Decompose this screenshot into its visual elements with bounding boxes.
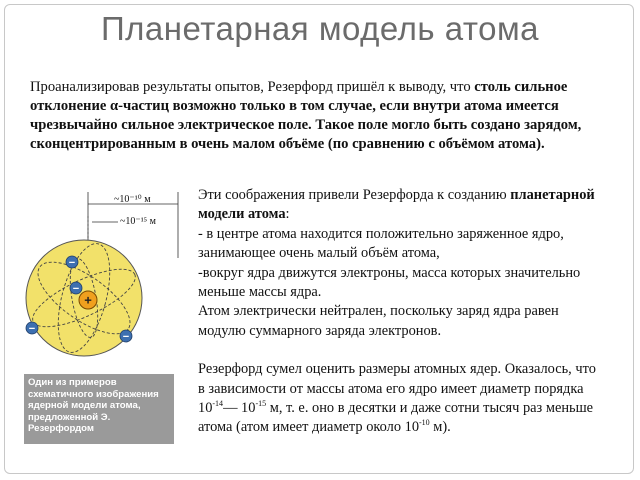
right-paragraph-1 — [198, 186, 598, 225]
right-paragraph-3: -вокруг ядра движутся электроны, масса которых значительно меньше массы ядра. — [198, 264, 581, 301]
electron-4-sign: − — [122, 331, 130, 343]
p1-plain: Эти соображения привели Резерфорда к созданию — [198, 187, 511, 203]
nucleus-sign: + — [84, 292, 92, 308]
p5-d: м). — [429, 419, 451, 436]
intro-paragraph — [30, 78, 598, 154]
p5-sup1: -14 — [212, 399, 224, 409]
atom-model-figure — [22, 186, 192, 376]
figure-caption: Один из примеров схематичного изображения ядерной модели атома, предложенной Э. Резерфордом — [24, 374, 174, 444]
p1-end: : — [285, 206, 290, 223]
intro-bold-text: столь сильное отклонение α-частиц возможно только в том случае, если внутри атома имеется чрезвычайно сильное электрическое поле. Такое поле могло быть создано зарядом, сконцентрированным в очень малом объёме (по сравнению с объёмом атома). — [30, 79, 582, 152]
p5-sup3: -10 — [419, 418, 430, 428]
right-paragraph-2: - в центре атома находится положительно заряженное ядро, занимающее очень малый объём атома, — [198, 225, 564, 262]
right-paragraph-5 — [198, 360, 598, 438]
electron-1-sign: − — [68, 257, 76, 269]
p5-b: — 10 — [223, 400, 256, 417]
electron-2-sign: − — [72, 283, 80, 295]
electron-3-sign: − — [28, 323, 36, 335]
p1-bold: планетарной модели атома — [198, 187, 595, 223]
atom-diagram — [22, 186, 192, 376]
right-text-column — [198, 186, 598, 438]
nucleus-size-label: ~10⁻¹⁵ м — [120, 216, 157, 227]
p5-sup2: -15 — [255, 399, 267, 409]
right-paragraph-4: Атом электрически нейтрален, поскольку заряд ядра равен модулю суммарного заряда электронов. — [198, 303, 559, 339]
atom-size-label: ~10⁻¹⁰ м — [114, 194, 151, 205]
slide-title: Планетарная модель атома — [100, 10, 540, 47]
intro-plain-text: Проанализировав результаты опытов, Резерфорд пришёл к выводу, что — [30, 79, 475, 95]
p5-a: Резерфорд сумел оценить размеры атомных ядер. Оказалось, что в зависимости от массы атома его ядро имеет диаметр порядка 10 — [198, 361, 596, 417]
p5-c: м, т. е. оно в десятки и даже сотни тысяч раз меньше атома (атом имеет диаметр около 10 — [198, 400, 594, 436]
